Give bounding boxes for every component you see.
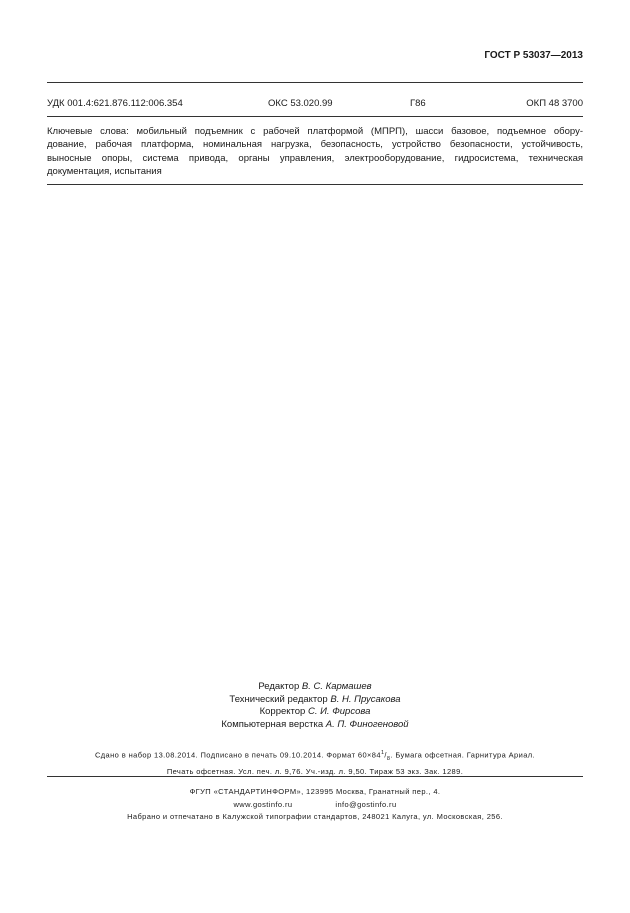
- okp-code: ОКП 48 3700: [526, 98, 583, 109]
- codes-divider: [47, 116, 583, 117]
- corrector-name: С. И. Фирсова: [307, 706, 371, 717]
- pubinfo-line-2: Печать офсетная. Усл. печ. л. 9,76. Уч.-изд. л. 9,50. Тираж 53 экз. Зак. 1289.: [166, 766, 464, 776]
- keywords-line: выносные опоры, система привода, органы управления, электрооборудование, гидросистема, техническая: [47, 152, 583, 164]
- pubinfo-text-b: . Бумага офсетная. Гарнитура Ариал.: [390, 750, 536, 760]
- format-slash: /: [384, 750, 387, 760]
- pubinfo-text-a: Сдано в набор 13.08.2014. Подписано в печать 09.10.2014. Формат 60×84: [94, 750, 381, 760]
- editor-credit: [0, 681, 630, 694]
- publisher-email: info@gostinfo.ru: [335, 799, 397, 809]
- staff-credits: [0, 681, 630, 731]
- pubinfo-line-1: [47, 747, 583, 766]
- top-divider: [47, 82, 583, 83]
- corrector-credit: [0, 706, 630, 719]
- layout-role: Компьютерная верстка: [221, 718, 324, 730]
- publication-info: [47, 747, 583, 778]
- publisher-line-1: ФГУП «СТАНДАРТИНФОРМ», 123995 Москва, Гранатный пер., 4.: [189, 787, 441, 796]
- oks-code: ОКС 53.020.99: [268, 98, 333, 109]
- keywords-line: документация, испытания: [47, 165, 162, 177]
- tech-editor-credit: [0, 694, 630, 707]
- publisher-contacts: [47, 799, 583, 812]
- publisher-info: [47, 786, 583, 824]
- publisher-site: www.gostinfo.ru: [233, 799, 293, 809]
- corrector-role: Корректор: [259, 706, 306, 717]
- standard-number: ГОСТ Р 53037—2013: [484, 50, 583, 61]
- format-sub: 8: [386, 756, 391, 762]
- editor-name: В. С. Кармашев: [301, 681, 372, 692]
- tech-editor-role: Технический редактор: [229, 693, 328, 705]
- tech-editor-name: В. Н. Прусакова: [330, 693, 401, 705]
- keywords-block: [47, 125, 583, 178]
- publisher-line-3: Набрано и отпечатано в Калужской типографии стандартов, 248021 Калуга, ул. Московская, 256.: [127, 812, 503, 821]
- udk-code: УДК 001.4:621.876.112:006.354: [47, 98, 183, 109]
- layout-name: А. П. Финогеновой: [325, 718, 409, 730]
- layout-credit: [0, 719, 630, 732]
- bottom-divider: [47, 776, 583, 777]
- keywords-line: Ключевые слова: мобильный подъемник с рабочей платформой (МПРП), шасси базовое, подъемное обору-: [47, 126, 583, 137]
- g-code: Г86: [410, 98, 426, 109]
- editor-role: Редактор: [258, 681, 300, 692]
- keywords-line: дование, рабочая платформа, номинальная нагрузка, безопасность, устройство безопасности, устойчивость,: [47, 139, 583, 151]
- format-sup: 1: [380, 750, 385, 756]
- keywords-divider: [47, 184, 583, 185]
